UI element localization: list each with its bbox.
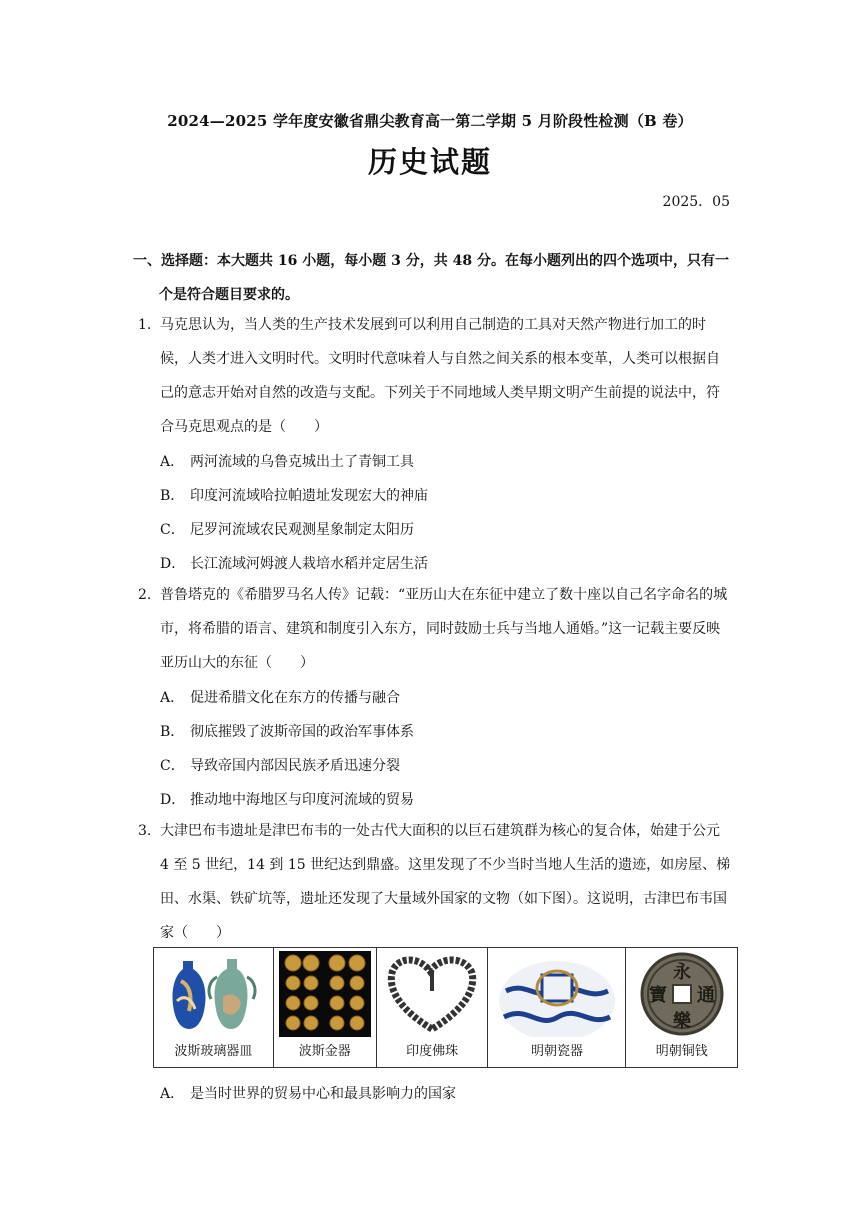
artifact-caption: 印度佛珠	[406, 1044, 459, 1059]
option-text: 彻底摧毁了波斯帝国的政治军事体系	[190, 724, 414, 740]
question-number: 2.	[138, 587, 152, 603]
artifact-cell	[626, 948, 738, 1068]
option-3a[interactable]	[160, 1083, 456, 1103]
question-number: 1.	[138, 317, 152, 333]
coin-character-right: 通	[696, 985, 715, 1006]
artifact-caption: 明朝瓷器	[530, 1044, 583, 1059]
option-letter: A．	[160, 454, 185, 470]
coin-character-bottom: 樂	[672, 1011, 691, 1032]
section-instructions	[133, 244, 733, 312]
option-letter: A．	[160, 690, 185, 706]
prayer-beads-image	[382, 951, 482, 1037]
exam-title: 历史试题	[367, 145, 492, 179]
artifact-caption: 波斯金器	[298, 1044, 351, 1059]
option-letter: C．	[160, 758, 185, 774]
persian-gold-image	[279, 951, 371, 1037]
artifact-caption: 明朝铜钱	[655, 1044, 708, 1059]
artifact-cell	[488, 948, 626, 1068]
option-2d[interactable]	[160, 789, 414, 809]
question-text: 大津巴布韦遗址是津巴布韦的一处古代大面积的以巨石建筑群为核心的复合体，始建于公元 4 至 5 世纪，14 到 15 世纪达到鼎盛。这里发现了不少当时当地人生活的遗迹，如房屋、梯田、水渠、铁矿坑等，遗址还发现了大量域外国家的文物（如下图）。这说明，古津巴布韦国家（ ）	[160, 823, 731, 941]
question-2	[138, 578, 733, 680]
artifact-cell	[273, 948, 376, 1068]
option-text: 是当时世界的贸易中心和最具影响力的国家	[190, 1086, 456, 1102]
persian-glass-image	[159, 951, 267, 1037]
question-1	[138, 308, 733, 444]
ming-coin-image	[632, 951, 732, 1037]
option-2a[interactable]	[160, 687, 400, 707]
option-text: 促进希腊文化在东方的传播与融合	[190, 690, 400, 706]
artifact-table	[153, 947, 738, 1068]
artifact-cell	[376, 948, 487, 1068]
option-text: 推动地中海地区与印度河流域的贸易	[190, 792, 414, 808]
option-text: 长江流域河姆渡人栽培水稻并定居生活	[190, 556, 428, 572]
option-letter: D．	[160, 556, 186, 572]
option-text: 导致帝国内部因民族矛盾迅速分裂	[190, 758, 400, 774]
option-text: 尼罗河流域农民观测星象制定太阳历	[190, 522, 414, 538]
option-1c[interactable]	[160, 519, 414, 539]
option-1a[interactable]	[160, 451, 414, 471]
option-letter: A．	[160, 1086, 185, 1102]
option-letter: B．	[160, 488, 185, 504]
option-2c[interactable]	[160, 755, 400, 775]
exam-subtitle: 2024—2025 学年度安徽省鼎尖教育高一第二学期 5 月阶段性检测（B 卷）	[167, 112, 693, 130]
section-line-1: 一、选择题：本大题共 16 小题，每小题 3 分，共 48 分。在每小题列出的四个选项中，只有一	[133, 253, 729, 269]
question-text: 普鲁塔克的《希腊罗马名人传》记载：“亚历山大在东征中建立了数十座以自己名字命名的城市，将希腊的语言、建筑和制度引入东方，同时鼓励士兵与当地人通婚。”这一记载主要反映亚历山大的东征（ ）	[160, 587, 728, 671]
question-number: 3.	[138, 823, 152, 839]
option-letter: C．	[160, 522, 185, 538]
question-3	[138, 814, 733, 950]
question-text: 马克思认为，当人类的生产技术发展到可以利用自己制造的工具对天然产物进行加工的时候，人类才进入文明时代。文明时代意味着人与自然之间关系的根本变革，人类可以根据自己的意志开始对自然的改造与支配。下列关于不同地域人类早期文明产生前提的说法中，符合马克思观点的是（ ）	[160, 317, 720, 435]
artifact-caption: 波斯玻璃器皿	[174, 1044, 253, 1059]
coin-character-left: 寶	[648, 985, 667, 1006]
section-line-2: 个是符合题目要求的。	[159, 287, 299, 303]
option-1b[interactable]	[160, 485, 428, 505]
option-text: 印度河流域哈拉帕遗址发现宏大的神庙	[190, 488, 428, 504]
option-letter: D．	[160, 792, 186, 808]
option-text: 两河流域的乌鲁克城出土了青铜工具	[190, 454, 414, 470]
coin-character-top: 永	[672, 962, 691, 983]
option-1d[interactable]	[160, 553, 428, 573]
exam-date: 2025．05	[662, 194, 730, 210]
artifact-cell	[154, 948, 274, 1068]
option-2b[interactable]	[160, 721, 414, 741]
ming-porcelain-image	[496, 951, 618, 1037]
option-letter: B．	[160, 724, 185, 740]
